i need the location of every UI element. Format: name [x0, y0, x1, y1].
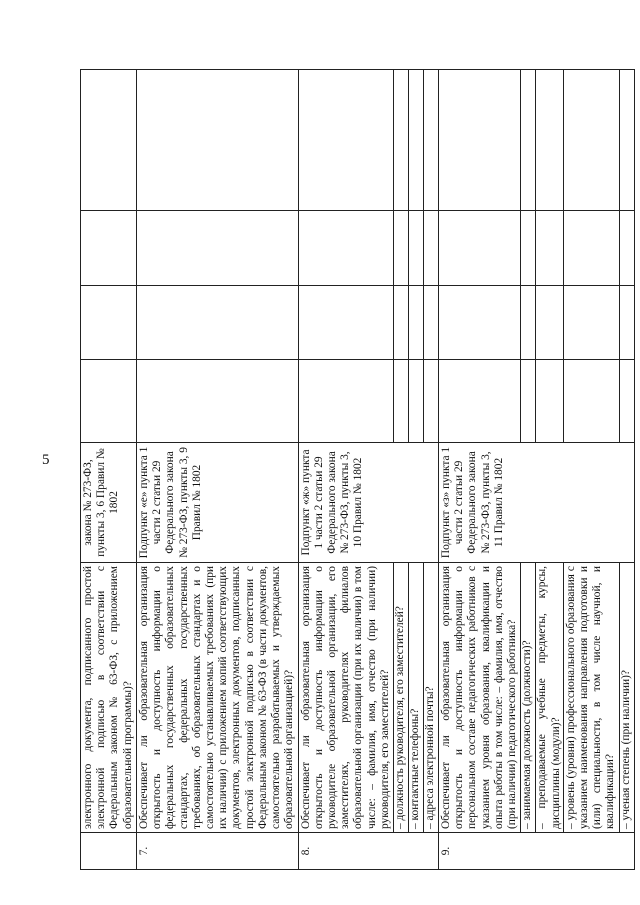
checklist-table: [80, 69, 635, 870]
answer-no-cell: [298, 286, 394, 360]
notes-cell: [298, 70, 394, 211]
legal-basis-cell: Подпункт «е» пункта 1 части 2 статьи 29 Федерального закона № 273-ФЗ, пункты 3, 9 Правил № 1802: [136, 443, 298, 563]
answer-yes-cell: [81, 360, 137, 443]
not-applicable-cell: [136, 211, 298, 286]
question-cell: Обеспечивает ли образовательная организация открытость и доступность информации о федеральных государственных образовательных стандартах, федеральных государственных требованиях, об образовательных стандартах и о самостоятельно устанавливаемых требованиях (при их наличии) с приложением копий соответствующих документов, электронных документов, подписанных простой электронной подписью в соответствии с Федеральным законом № 63-ФЗ (в части документов, самостоятельно разрабатываемых и утверждаемых образовательной организацией)?: [136, 563, 298, 833]
question-cell: электронного документа, подписанного простой электронной подписью в соответствии с Федеральным законом № 63-ФЗ, с приложением образовательной программы)?: [81, 563, 137, 833]
not-applicable-cell: [81, 211, 137, 286]
subquestion-cell: – ученая степень (при наличии)?: [619, 563, 634, 833]
answer-no-cell: [81, 286, 137, 360]
table-row: [298, 70, 394, 870]
answer-no-cell: [439, 286, 521, 360]
row-number: [81, 833, 137, 870]
answer-yes-cell: [136, 360, 298, 443]
row-number: 8.: [298, 833, 439, 870]
not-applicable-cell: [298, 211, 394, 286]
subquestion-cell: – уровень (уровни) профессионального образования с указанием наименования направления подготовки и (или) специальности, в том числе научной, и квалификации?: [563, 563, 619, 833]
notes-cell: [439, 70, 521, 211]
answer-no-cell: [136, 286, 298, 360]
page-number: 5: [42, 452, 50, 468]
subquestion-cell: – контактные телефоны?: [409, 563, 424, 833]
notes-cell: [136, 70, 298, 211]
subquestion-cell: – преподаваемые учебные предметы, курсы, дисциплины (модули)?: [536, 563, 563, 833]
legal-basis-cell: Подпункт «з» пункта 1 части 2 статьи 29 Федерального закона № 273-ФЗ, пункты 3, 11 Правил № 1802: [439, 443, 635, 563]
subquestion-cell: – занимаемая должность (должности)?: [521, 563, 536, 833]
notes-cell: [81, 70, 137, 211]
row-number: 7.: [136, 833, 298, 870]
rotated-checklist: [80, 70, 632, 870]
answer-yes-cell: [298, 360, 394, 443]
table-row: [81, 70, 137, 870]
not-applicable-cell: [439, 211, 521, 286]
subquestion-cell: – адреса электронной почты?: [424, 563, 439, 833]
row-number: 9.: [439, 833, 635, 870]
question-cell: Обеспечивает ли образовательная организация открытость и доступность информации о руководителе образовательной организации, его заместителях, руководителях филиалов образовательной организации (при их наличии) в том числе: – фамилия, имя, отчество (при наличии) руководителя, его заместителей?: [298, 563, 394, 833]
table-row: [136, 70, 298, 870]
table-row: [439, 70, 521, 870]
answer-yes-cell: [439, 360, 521, 443]
legal-basis-cell: закона № 273-ФЗ, пункты 3, 6 Правил № 1802: [81, 443, 137, 563]
question-cell: Обеспечивает ли образовательная организация открытость и доступность информации о персональном составе педагогических работников с указанием уровня образования, квалификации и опыта работы в том числе: – фамилия, имя, отчество (при наличии) педагогического работника?: [439, 563, 521, 833]
subquestion-cell: – должность руководителя, его заместителей?: [394, 563, 409, 833]
legal-basis-cell: Подпункт «ж» пункта 1 части 2 статьи 29 Федерального закона № 273-ФЗ, пункты 3, 10 Правил № 1802: [298, 443, 439, 563]
